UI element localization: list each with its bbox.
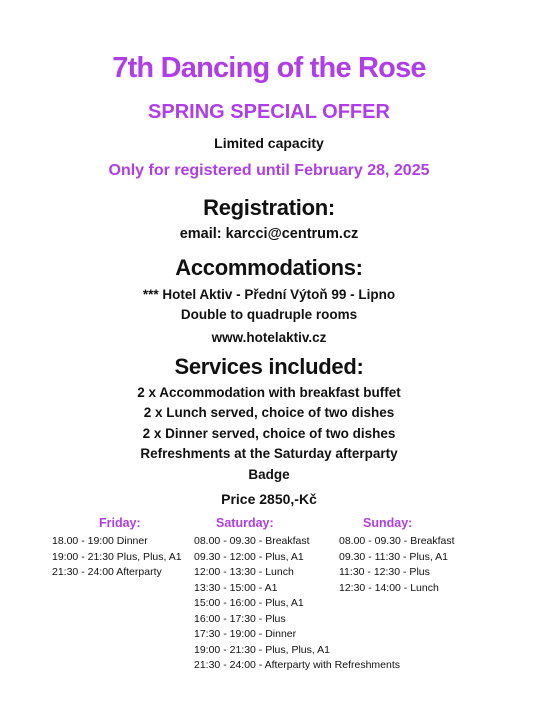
hotel-line: *** Hotel Aktiv - Přední Výtoň 99 - Lipno [142, 287, 396, 302]
schedule-entry: 09.30 - 11:30 - Plus, A1 [339, 550, 448, 563]
schedule-entry: 16:00 - 17:30 - Plus [194, 612, 286, 625]
schedule-sunday [339, 516, 455, 596]
schedule-entry: 12:30 - 14:00 - Lunch [339, 581, 439, 594]
schedule-entry: 21:30 - 24:00 - Afterparty with Refreshments [194, 659, 401, 671]
schedule-entry: 12:00 - 13:30 - Lunch [194, 566, 294, 578]
schedule-entry: 19:00 - 21:30 Plus, Plus, A1 [52, 550, 182, 563]
service-item: Refreshments at the Saturday afterparty [140, 446, 398, 461]
sunday-entries [339, 534, 455, 596]
friday-entries [52, 534, 182, 581]
day-title-friday: Friday: [99, 516, 141, 530]
service-item: Badge [248, 467, 290, 482]
website-line: www.hotelaktiv.cz [211, 330, 327, 345]
capacity-note: Limited capacity [214, 135, 324, 151]
accommodations-heading: Accommodations: [175, 255, 363, 280]
schedule-entry: 21:30 - 24:00 Afterparty [52, 566, 162, 578]
offer-subtitle: SPRING SPECIAL OFFER [148, 101, 390, 123]
schedule-entry: 15:00 - 16:00 - Plus, A1 [194, 597, 304, 609]
day-title-saturday: Saturday: [216, 516, 274, 530]
rooms-line: Double to quadruple rooms [180, 307, 358, 322]
schedule-friday [52, 516, 182, 581]
schedule-entry: 17:30 - 19:00 - Dinner [194, 628, 297, 640]
schedule-entry: 08.00 - 09.30 - Breakfast [194, 535, 310, 547]
service-item: 2 x Lunch served, choice of two dishes [143, 405, 395, 420]
registration-email: email: karcci@centrum.cz [179, 226, 359, 242]
price-line: Price 2850,-Kč [221, 491, 317, 507]
schedule-entry: 19:00 - 21:30 - Plus, Plus, A1 [194, 643, 330, 656]
service-item: 2 x Accommodation with breakfast buffet [137, 385, 401, 400]
registration-heading: Registration: [203, 195, 335, 220]
schedule-entry: 13:30 - 15:00 - A1 [194, 581, 278, 594]
event-title: 7th Dancing of the Rose [112, 52, 426, 84]
registration-deadline: Only for registered until February 28, 2025 [108, 162, 430, 179]
schedule-entry: 08.00 - 09.30 - Breakfast [339, 535, 455, 547]
service-item: 2 x Dinner served, choice of two dishes [142, 426, 396, 441]
day-title-sunday: Sunday: [363, 516, 413, 530]
schedule-entry: 11:30 - 12:30 - Plus [339, 566, 430, 578]
schedule-entry: 09.30 - 12:00 - Plus, A1 [194, 550, 304, 563]
services-heading: Services included: [174, 354, 364, 379]
schedule-entry: 18.00 - 19:00 Dinner [52, 535, 148, 547]
